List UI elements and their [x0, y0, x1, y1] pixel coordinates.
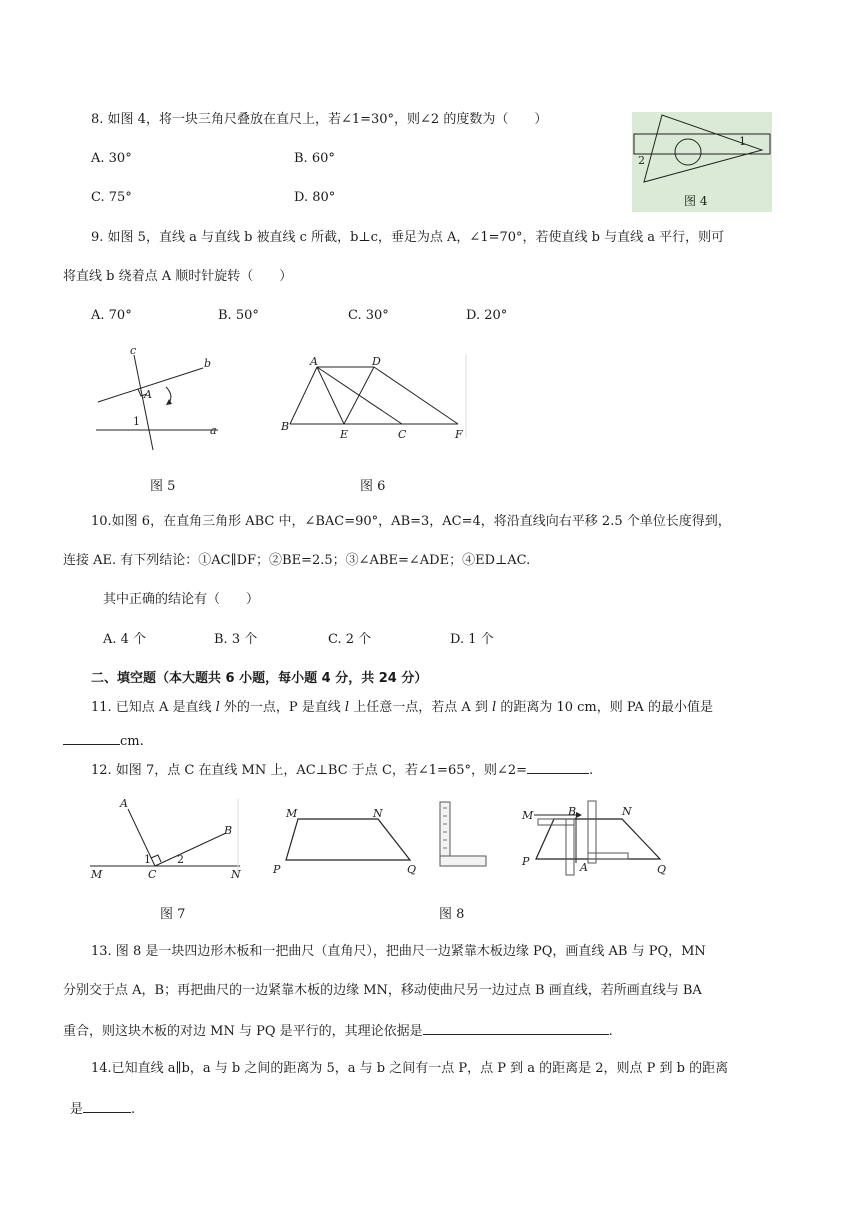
fig8-board-label-N: N: [373, 807, 383, 820]
q13-answer-blank[interactable]: [423, 1021, 609, 1035]
q14-answer-blank[interactable]: [83, 1099, 131, 1113]
fig8-label-M: M: [522, 809, 534, 822]
q10-stem-line3: 其中正确的结论有（ ）: [103, 592, 260, 607]
fig6-label-F: F: [455, 428, 463, 441]
q11-answer-blank[interactable]: [63, 731, 120, 745]
fig5-label-A: A: [144, 388, 152, 401]
fig7-label-N: N: [231, 868, 241, 881]
q11-suffix: cm.: [120, 734, 144, 749]
fig6-label-C: C: [398, 428, 407, 441]
fig8-board-label-Q: Q: [407, 863, 417, 876]
figure-7: [88, 795, 248, 880]
figure-6: [280, 352, 470, 442]
q11-line2: [63, 731, 144, 751]
fig7-label-M: M: [91, 868, 103, 881]
q13-end: .: [608, 1024, 613, 1039]
fig8-board-label-P: P: [273, 863, 281, 876]
fig8-board-label-M: M: [286, 807, 298, 820]
fig5-label-c: c: [130, 344, 137, 357]
q9-option-b: B. 50°: [218, 308, 259, 323]
q9-stem-line2: 将直线 b 绕着点 A 顺时针旋转（ ）: [63, 269, 293, 284]
q10-option-b: B. 3 个: [214, 632, 258, 647]
q11-l3: l: [492, 700, 497, 715]
fig6-label-D: D: [372, 355, 381, 368]
q11-line1: [91, 699, 713, 717]
q14-line1: 14.已知直线 a∥b，a 与 b 之间的距离为 5，a 与 b 之间有一点 P，点 P 到 a 的距离是 2，则点 P 到 b 的距离: [91, 1061, 729, 1076]
fig7-label-2: 2: [177, 853, 184, 866]
fig7-label-A: A: [120, 797, 128, 810]
q8-option-d: D. 80°: [294, 190, 336, 205]
fig7-label-C: C: [148, 868, 157, 881]
fig6-label-A: A: [310, 355, 318, 368]
q10-stem-line2: 连接 AE. 有下列结论：①AC∥DF；②BE=2.5；③∠ABE=∠ADE；④ED⊥AC.: [63, 553, 531, 568]
fig4-label-1: 1: [739, 135, 746, 148]
fig8-label-A: A: [580, 861, 588, 874]
q11-l1: l: [215, 700, 220, 715]
figure-8-board: [272, 803, 422, 878]
fig4-label-2: 2: [638, 154, 645, 167]
q8-option-a: A. 30°: [91, 151, 132, 166]
q11-part1: 11. 已知点 A 是直线: [91, 700, 216, 715]
q12-end: .: [589, 763, 594, 778]
q10-option-a: A. 4 个: [103, 632, 147, 647]
fig5-label-1: 1: [133, 415, 140, 428]
figure-8-square: [434, 800, 494, 880]
q11-part3: 上任意一点，若点 A 到: [349, 700, 493, 715]
q8-option-b: B. 60°: [294, 151, 335, 166]
q11-l2: l: [344, 700, 350, 715]
q9-option-d: D. 20°: [466, 308, 508, 323]
fig8-label-N: N: [622, 805, 632, 818]
fig7-label-B: B: [224, 824, 233, 837]
q10-option-c: C. 2 个: [328, 632, 372, 647]
q9-option-c: C. 30°: [348, 308, 389, 323]
q8-option-c: C. 75°: [91, 190, 132, 205]
q8-stem: 8. 如图 4，将一块三角尺叠放在直尺上，若∠1=30°，则∠2 的度数为（ ）: [91, 112, 548, 127]
q14-line2: [70, 1099, 135, 1119]
q12-stem: 12. 如图 7，点 C 在直线 MN 上，AC⊥BC 于点 C，若∠1=65°，则∠2=: [91, 763, 528, 778]
fig6-label-B: B: [281, 420, 290, 433]
fig5-caption: 图 5: [150, 479, 176, 494]
q13-line3-wrap: [63, 1021, 613, 1041]
q13-line1: 13. 图 8 是一块四边形木板和一把曲尺（直角尺），把曲尺一边紧靠木板边缘 PQ，画直线 AB 与 PQ，MN: [91, 944, 706, 959]
figure-4: [632, 112, 772, 212]
q11-part4: 的距离为 10 cm，则 PA 的最小值是: [496, 700, 713, 715]
section-2-heading: 二、填空题（本大题共 6 小题，每小题 4 分，共 24 分）: [91, 671, 428, 686]
fig8-label-B: B: [568, 805, 577, 818]
q12-answer-blank[interactable]: [527, 760, 589, 774]
q14-line2-prefix: 是: [70, 1102, 84, 1117]
q11-part2: 外的一点，P 是直线: [219, 700, 345, 715]
fig5-label-b: b: [204, 357, 212, 370]
q14-end: .: [131, 1102, 136, 1117]
fig8-caption: 图 8: [439, 907, 465, 922]
fig6-label-E: E: [340, 428, 349, 441]
figure-8-board-with-squares: [518, 795, 678, 880]
fig8-label-P: P: [522, 855, 530, 868]
q10-stem-line1: 10.如图 6，在直角三角形 ABC 中，∠BAC=90°，AB=3，AC=4，将沿直线向右平移 2.5 个单位长度得到，: [91, 514, 731, 529]
q13-line2: 分别交于点 A，B；再把曲尺的一边紧靠木板的边缘 MN，移动使曲尺另一边过点 B 画直线，若所画直线与 BA: [63, 983, 702, 998]
fig7-caption: 图 7: [160, 907, 186, 922]
figure-5: [90, 345, 230, 455]
q12-line: [91, 760, 593, 780]
fig7-label-1: 1: [144, 853, 151, 866]
fig8-label-Q: Q: [657, 863, 667, 876]
fig6-caption: 图 6: [360, 479, 386, 494]
q10-option-d: D. 1 个: [450, 632, 494, 647]
fig4-caption: 图 4: [684, 194, 708, 208]
q9-option-a: A. 70°: [91, 308, 132, 323]
q13-line3: 重合，则这块木板的对边 MN 与 PQ 是平行的，其理论依据是: [63, 1024, 423, 1039]
q9-stem-line1: 9. 如图 5，直线 a 与直线 b 被直线 c 所截，b⊥c，垂足为点 A，∠1=70°，若使直线 b 与直线 a 平行，则可: [91, 230, 725, 245]
fig5-label-a: a: [210, 424, 217, 437]
